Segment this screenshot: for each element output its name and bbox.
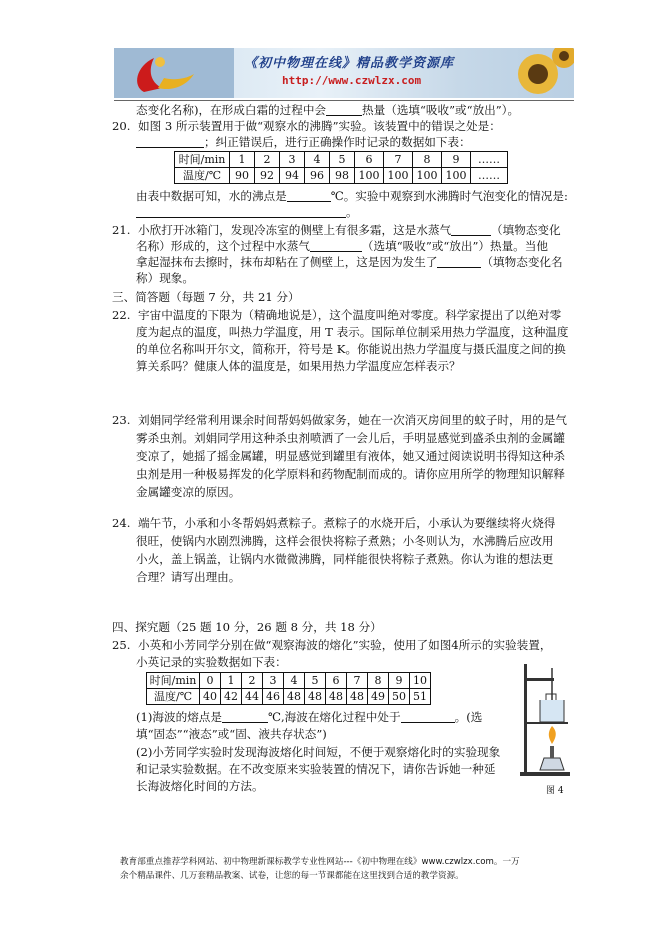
q20-text: 如图 3 所示装置用于做“观察水的沸腾”实验。该装置中的错误之处是： (138, 119, 501, 133)
q19-text: 态变化名称)，在形成白霜的过程中会 (136, 103, 327, 117)
answer-blank[interactable] (310, 239, 362, 252)
table-cell: 92 (255, 168, 280, 184)
q25-part2-line: 和记录实验数据。在不改变原来实验装置的情况下，请你告诉她一种延 (136, 762, 496, 776)
table-row (175, 168, 508, 184)
q22-line: 算关系吗？健康人体的温度是，如果用热力学温度应怎样表示？ (136, 359, 461, 373)
q20-text: 。 (346, 205, 358, 219)
table-header-cell: 6 (326, 673, 347, 689)
q20-line3 (136, 188, 568, 204)
q23-line: 雾杀虫剂。刘娟同学用这种杀虫剂喷洒了一会儿后，手明显感觉到盛杀虫剂的金属罐 (136, 431, 565, 445)
q19-tail-line (136, 102, 519, 118)
table-header-cell: 5 (305, 673, 326, 689)
table-header-cell: 2 (242, 673, 263, 689)
q20-text: 由表中数据可知，水的沸点是 (136, 189, 287, 203)
table-cell: 50 (389, 689, 410, 705)
table-cell: 温度/℃ (147, 689, 200, 705)
question-number: 20. (112, 119, 131, 133)
answer-blank[interactable] (326, 103, 362, 116)
q21-text: （选填“吸收”或“放出”）热量。当他 (361, 239, 548, 253)
question-number: 22. (112, 308, 131, 322)
table-header-cell: 4 (284, 673, 305, 689)
table-header-cell: 1 (221, 673, 242, 689)
q21-text: 名称）形成的，这个过程中水蒸气 (136, 239, 310, 253)
question-number: 23. (112, 413, 131, 427)
footer-line2: 余个精品课件、几万套精品教案、试卷，让您的每一节课都能在这里找到合适的教学资源。 (120, 871, 464, 881)
q22-line: 度为起点的温度，叫热力学温度，用 T 表示。国际单位制采用热力学温度，这种温度 (136, 325, 569, 339)
table-cell: 42 (221, 689, 242, 705)
table-row (175, 152, 508, 168)
q21-line2 (136, 238, 548, 254)
table-cell: 100 (413, 168, 442, 184)
table-header-cell: 9 (389, 673, 410, 689)
table-header-cell: 7 (347, 673, 368, 689)
table-cell: 98 (330, 168, 355, 184)
header-banner (114, 48, 574, 98)
q25-text: 。(选 (454, 710, 483, 724)
table-header-cell: 时间/min (147, 673, 200, 689)
sunflower-image (494, 48, 574, 98)
table-header-cell: 5 (330, 152, 355, 168)
clamp-arm (524, 678, 554, 681)
banner-title: 《初中物理在线》精品教学资源库 (244, 56, 455, 71)
table-header-cell: 9 (442, 152, 471, 168)
q21-text: 小欣打开冰箱门，发现冷冻室的侧壁上有很多霜，这是水蒸气 (138, 223, 452, 237)
table-header-cell: 10 (410, 673, 431, 689)
table-header-cell: 7 (384, 152, 413, 168)
table-header-cell: 0 (200, 673, 221, 689)
q22-line: 的单位名称叫开尔文，简称开，符号是 K。你能说出热力学温度与摄氏温度之间的换 (136, 342, 566, 356)
beaker (540, 700, 564, 722)
q21-text: （填物态变化 (491, 223, 561, 237)
answer-blank[interactable] (287, 189, 331, 202)
header-rule (114, 100, 574, 101)
table-header-cell: 4 (305, 152, 330, 168)
table-cell: …… (471, 168, 508, 184)
lamp-wick (550, 746, 554, 758)
table-row (147, 689, 431, 705)
q24-text: 端午节，小承和小冬帮妈妈煮粽子。煮粽子的水烧开后，小承认为要继续将火烧得 (138, 516, 556, 530)
q21-line3 (136, 254, 563, 270)
q20-line1 (112, 118, 501, 134)
table-cell: 40 (200, 689, 221, 705)
q25-line2: 小英记录的实验数据如下表： (136, 655, 287, 669)
table-header-cell: 6 (355, 152, 384, 168)
table-cell: 44 (242, 689, 263, 705)
table-header-cell: 1 (230, 152, 255, 168)
question-number: 21. (112, 223, 131, 237)
table-cell: 46 (263, 689, 284, 705)
q21-text: 称）现象。 (136, 271, 194, 285)
q21-line4 (136, 270, 194, 286)
table-header-cell: …… (471, 152, 508, 168)
table-cell: 100 (442, 168, 471, 184)
stand-base (520, 772, 570, 776)
q21-line1 (112, 222, 561, 238)
table-cell: 48 (326, 689, 347, 705)
flame-icon (549, 726, 556, 744)
table-header-cell: 3 (263, 673, 284, 689)
table-header-cell: 3 (280, 152, 305, 168)
q23-text: 刘娟同学经常利用课余时间帮妈妈做家务，她在一次消灭房间里的蚊子时，用的是气 (138, 413, 567, 427)
table-cell: 51 (410, 689, 431, 705)
table-cell: 94 (280, 168, 305, 184)
q25-part2-line: 长海波熔化时间的方法。 (136, 779, 264, 793)
q20-line4 (136, 204, 358, 220)
figure-4-apparatus (516, 660, 578, 780)
q24-line: 很旺，使锅内水剧烈沸腾，这样会很快将粽子煮熟；小冬则认为，水沸腾后应改用 (136, 534, 554, 548)
figure-caption: 图 4 (546, 786, 564, 796)
q21-text: 拿起湿抹布去擦时，抹布却粘在了侧壁上，这是因为发生了 (136, 255, 438, 269)
table-cell: 温度/℃ (175, 168, 230, 184)
answer-blank[interactable] (136, 135, 204, 148)
table-header-cell: 时间/min (175, 152, 230, 168)
q24-line: 合理？请写出理由。 (136, 570, 241, 584)
answer-blank[interactable] (222, 710, 268, 723)
q25-data-table (146, 672, 431, 705)
answer-blank[interactable] (136, 205, 346, 218)
q25-text: ℃,海波在熔化过程中处于 (268, 710, 401, 724)
q25-text: 小英和小芳同学分别在做“观察海波的熔化”实验，使用了如图4所示的实验装置， (138, 638, 552, 652)
q22-text: 宇宙中温度的下限为（精确地说是），这个温度叫绝对零度。科学家提出了以绝对零 (138, 308, 562, 322)
table-cell: 48 (284, 689, 305, 705)
section-heading: 三、简答题（每题 7 分，共 21 分） (112, 290, 300, 304)
site-logo-icon (114, 48, 234, 98)
q19-text: 热量（选填“吸收”或“放出”）。 (362, 103, 520, 117)
q20-data-table (174, 151, 508, 184)
alcohol-lamp (540, 758, 564, 770)
section-heading: 四、探究题（25 题 10 分，26 题 8 分，共 18 分） (112, 620, 382, 634)
table-header-cell: 2 (255, 152, 280, 168)
answer-blank[interactable] (451, 223, 491, 236)
table-header-cell: 8 (413, 152, 442, 168)
q20-text: ；纠正错误后，进行正确操作时记录的数据如下表： (204, 135, 471, 149)
answer-blank[interactable] (401, 710, 455, 723)
q23-line (112, 412, 567, 428)
q25-part1-line1 (136, 709, 482, 725)
q25-line1 (112, 637, 551, 653)
answer-blank[interactable] (437, 255, 481, 268)
q23-line: 虫剂是用一种极易挥发的化学原料和药物配制而成的。请你应用所学的物理知识解释 (136, 467, 565, 481)
q25-part1-line2: 填“固态”“液态”或“固、液共存状态”) (136, 727, 327, 741)
q25-part2-line: (2)小芳同学实验时发现海波熔化时间短，不便于观察熔化时的实验现象 (136, 745, 501, 759)
table-cell: 49 (368, 689, 389, 705)
q25-text: (1)海波的熔点是 (136, 710, 222, 724)
q23-line: 变凉了，她摇了摇金属罐，明显感觉到罐里有液体，她又通过阅读说明书得知这种杀 (136, 449, 565, 463)
table-cell: 100 (384, 168, 413, 184)
q20-line2 (136, 134, 471, 150)
q20-text: ℃。实验中观察到水沸腾时气泡变化的情况是: (330, 189, 568, 203)
table-cell: 96 (305, 168, 330, 184)
table-cell: 90 (230, 168, 255, 184)
table-header-cell: 8 (368, 673, 389, 689)
table-cell: 48 (305, 689, 326, 705)
q21-text: （填物态变化名 (481, 255, 563, 269)
question-number: 24. (112, 516, 131, 530)
table-cell: 48 (347, 689, 368, 705)
table-cell: 100 (355, 168, 384, 184)
q24-line: 小火，盖上锅盖，让锅内水微微沸腾，同样能很快将粽子煮熟。你认为谁的想法更 (136, 552, 554, 566)
banner-url: http://www.czwlzx.com (282, 74, 422, 87)
q24-line (112, 515, 555, 531)
q22-line (112, 307, 561, 323)
question-number: 25. (112, 638, 131, 652)
table-row (147, 673, 431, 689)
q23-line: 金属罐变凉的原因。 (136, 485, 241, 499)
footer-line1: 教育部重点推荐学科网站、初中物理新课标教学专业性网站---《初中物理在线》www.czwlzx.com。一万 (120, 857, 520, 867)
